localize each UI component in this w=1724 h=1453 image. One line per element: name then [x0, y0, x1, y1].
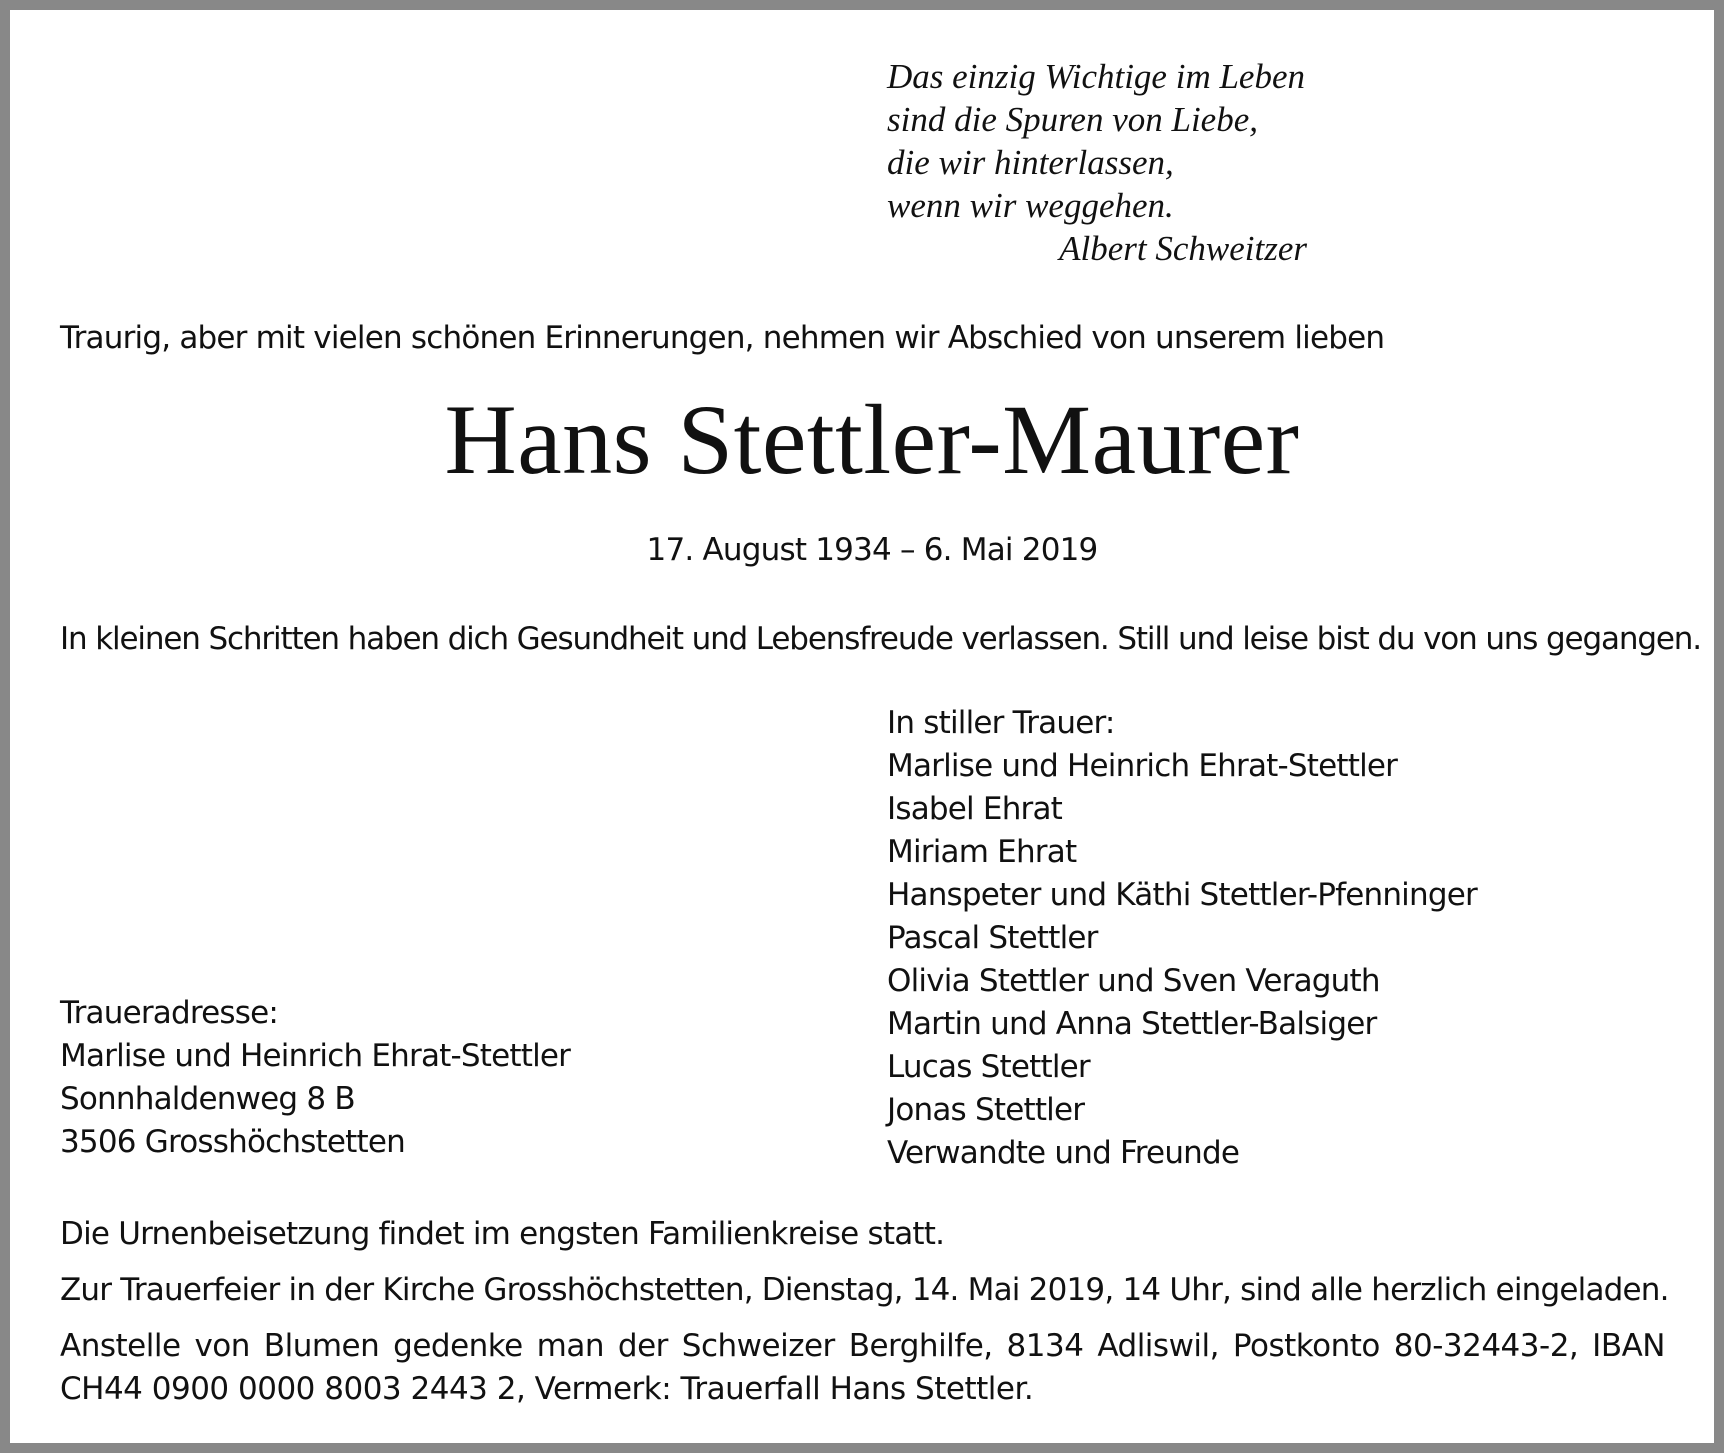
intro-text: Traurig, aber mit vielen schönen Erinnerungen, nehmen wir Abschied von unserem lieben — [60, 320, 1385, 356]
quote-line: wenn wir weggehen. — [887, 186, 1174, 225]
address-line: Marlise und Heinrich Ehrat-Stettler — [60, 1038, 571, 1074]
mourner-name: Isabel Ehrat — [887, 791, 1063, 827]
life-dates: 17. August 1934 – 6. Mai 2019 — [646, 532, 1098, 568]
farewell-message: In kleinen Schritten haben dich Gesundheit und Lebensfreude verlassen. Still und leise bist du von uns gegangen. — [60, 621, 1701, 657]
mourners-heading: In stiller Trauer: — [887, 705, 1115, 741]
mourner-name: Hanspeter und Käthi Stettler-Pfenninger — [887, 877, 1477, 913]
quote-line: die wir hinterlassen, — [887, 143, 1174, 182]
quote-line: sind die Spuren von Liebe, — [887, 100, 1259, 139]
obituary-page — [10, 10, 1714, 1443]
mourner-name: Pascal Stettler — [887, 920, 1098, 956]
mourner-name: Verwandte und Freunde — [887, 1135, 1240, 1171]
deceased-name: Hans Stettler-Maurer — [444, 384, 1300, 495]
funeral-service-notice: Zur Trauerfeier in der Kirche Grosshöchstetten, Dienstag, 14. Mai 2019, 14 Uhr, sind alle herzlich eingeladen. — [60, 1272, 1669, 1308]
mourners-list — [887, 702, 1477, 1175]
address-line: 3506 Grosshöchstetten — [60, 1124, 406, 1160]
donation-notice: Anstelle von Blumen gedenke man der Schweizer Berghilfe, 8134 Adliswil, Postkonto 80-32443-2, IBAN CH44 0900 0000 8003 2443 2, Vermerk: Trauerfall Hans Stettler. — [60, 1328, 1665, 1407]
quote-author: Albert Schweitzer — [1059, 229, 1307, 268]
mourning-address — [60, 992, 570, 1164]
quote-line: Das einzig Wichtige im Leben — [887, 57, 1306, 96]
mourner-name: Lucas Stettler — [887, 1049, 1090, 1085]
address-line: Sonnhaldenweg 8 B — [60, 1081, 355, 1117]
epigraph-quote — [887, 55, 1307, 270]
mourner-name: Martin und Anna Stettler-Balsiger — [887, 1006, 1377, 1042]
mourner-name: Miriam Ehrat — [887, 834, 1077, 870]
mourner-name: Marlise und Heinrich Ehrat-Stettler — [887, 748, 1398, 784]
mourner-name: Olivia Stettler und Sven Veraguth — [887, 963, 1380, 999]
address-heading: Traueradresse: — [60, 995, 279, 1031]
mourner-name: Jonas Stettler — [887, 1092, 1085, 1128]
burial-notice: Die Urnenbeisetzung findet im engsten Familienkreise statt. — [60, 1216, 945, 1252]
